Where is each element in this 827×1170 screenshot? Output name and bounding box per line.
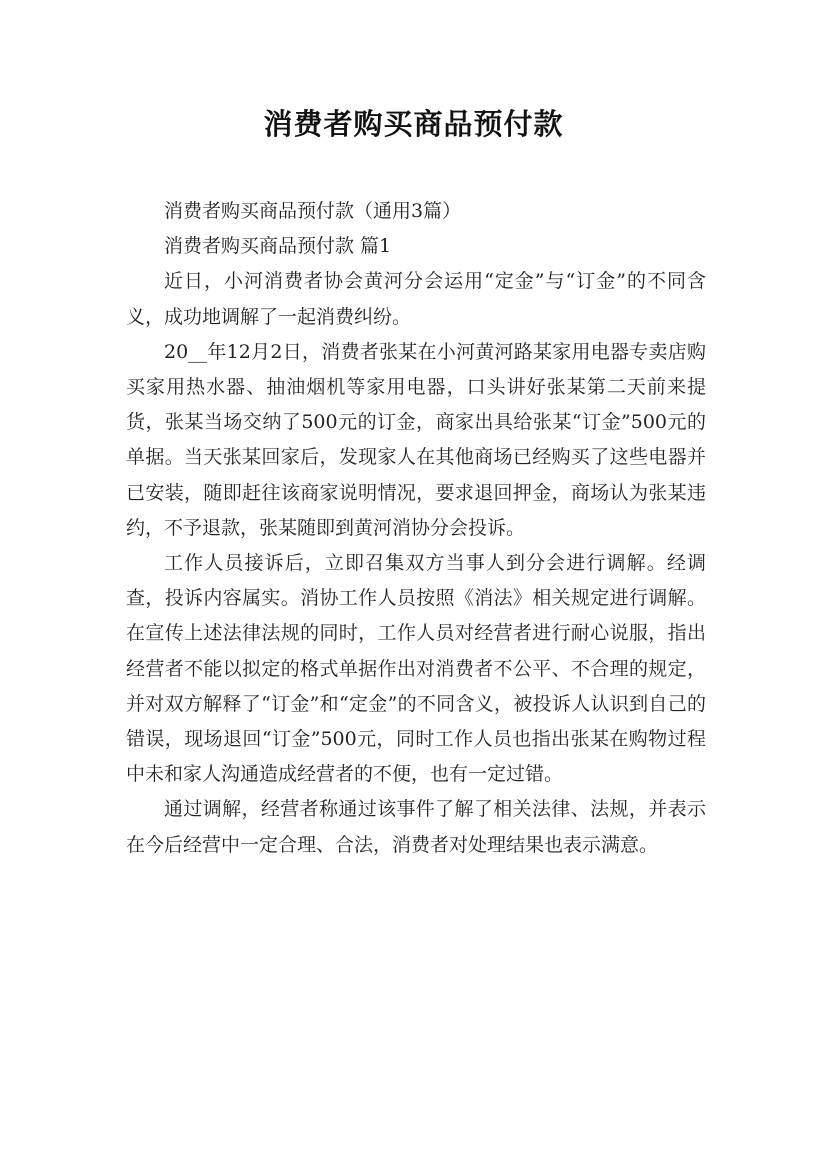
paragraph-subtitle: 消费者购买商品预付款（通用3篇） [164,200,462,222]
paragraph: 20__年12月2日，消费者张某在小河黄河路某家用电器专卖店购买家用热水器、抽油烟机等家用电器，口头讲好张某第二天前来提货，张某当场交纳了500元的订金，商家出具给张某“订金”500元的单据。当天张某回家后，发现家人在其他商场已经购买了这些电器并已安装，随即赶往该商家说明情况，要求退回押金，商场认为张某违约，不予退款，张某随即到黄河消协分会投诉。 [126,340,706,539]
paragraph-section-heading: 消费者购买商品预付款 篇1 [164,235,392,258]
paragraph: 近日，小河消费者协会黄河分会运用“定金”与“订金”的不同含义，成功地调解了一起消费纠纷。 [126,270,706,328]
document-body [126,194,706,863]
paragraph: 通过调解，经营者称通过该事件了解了相关法律、法规，并表示在今后经营中一定合理、合法，消费者对处理结果也表示满意。 [126,798,706,856]
document-title: 消费者购买商品预付款 [263,107,564,141]
paragraph: 工作人员接诉后，立即召集双方当事人到分会进行调解。经调查，投诉内容属实。消协工作人员按照《消法》相关规定进行调解。在宣传上述法律法规的同时，工作人员对经营者进行耐心说服，指出经营者不能以拟定的格式单据作出对消费者不公平、不合理的规定，并对双方解释了“订金”和“定金”的不同含义，被投诉人认识到自己的错误，现场退回“订金”500元，同时工作人员也指出张某在购物过程中未和家人沟通造成经营者的不便，也有一定过错。 [126,552,706,786]
